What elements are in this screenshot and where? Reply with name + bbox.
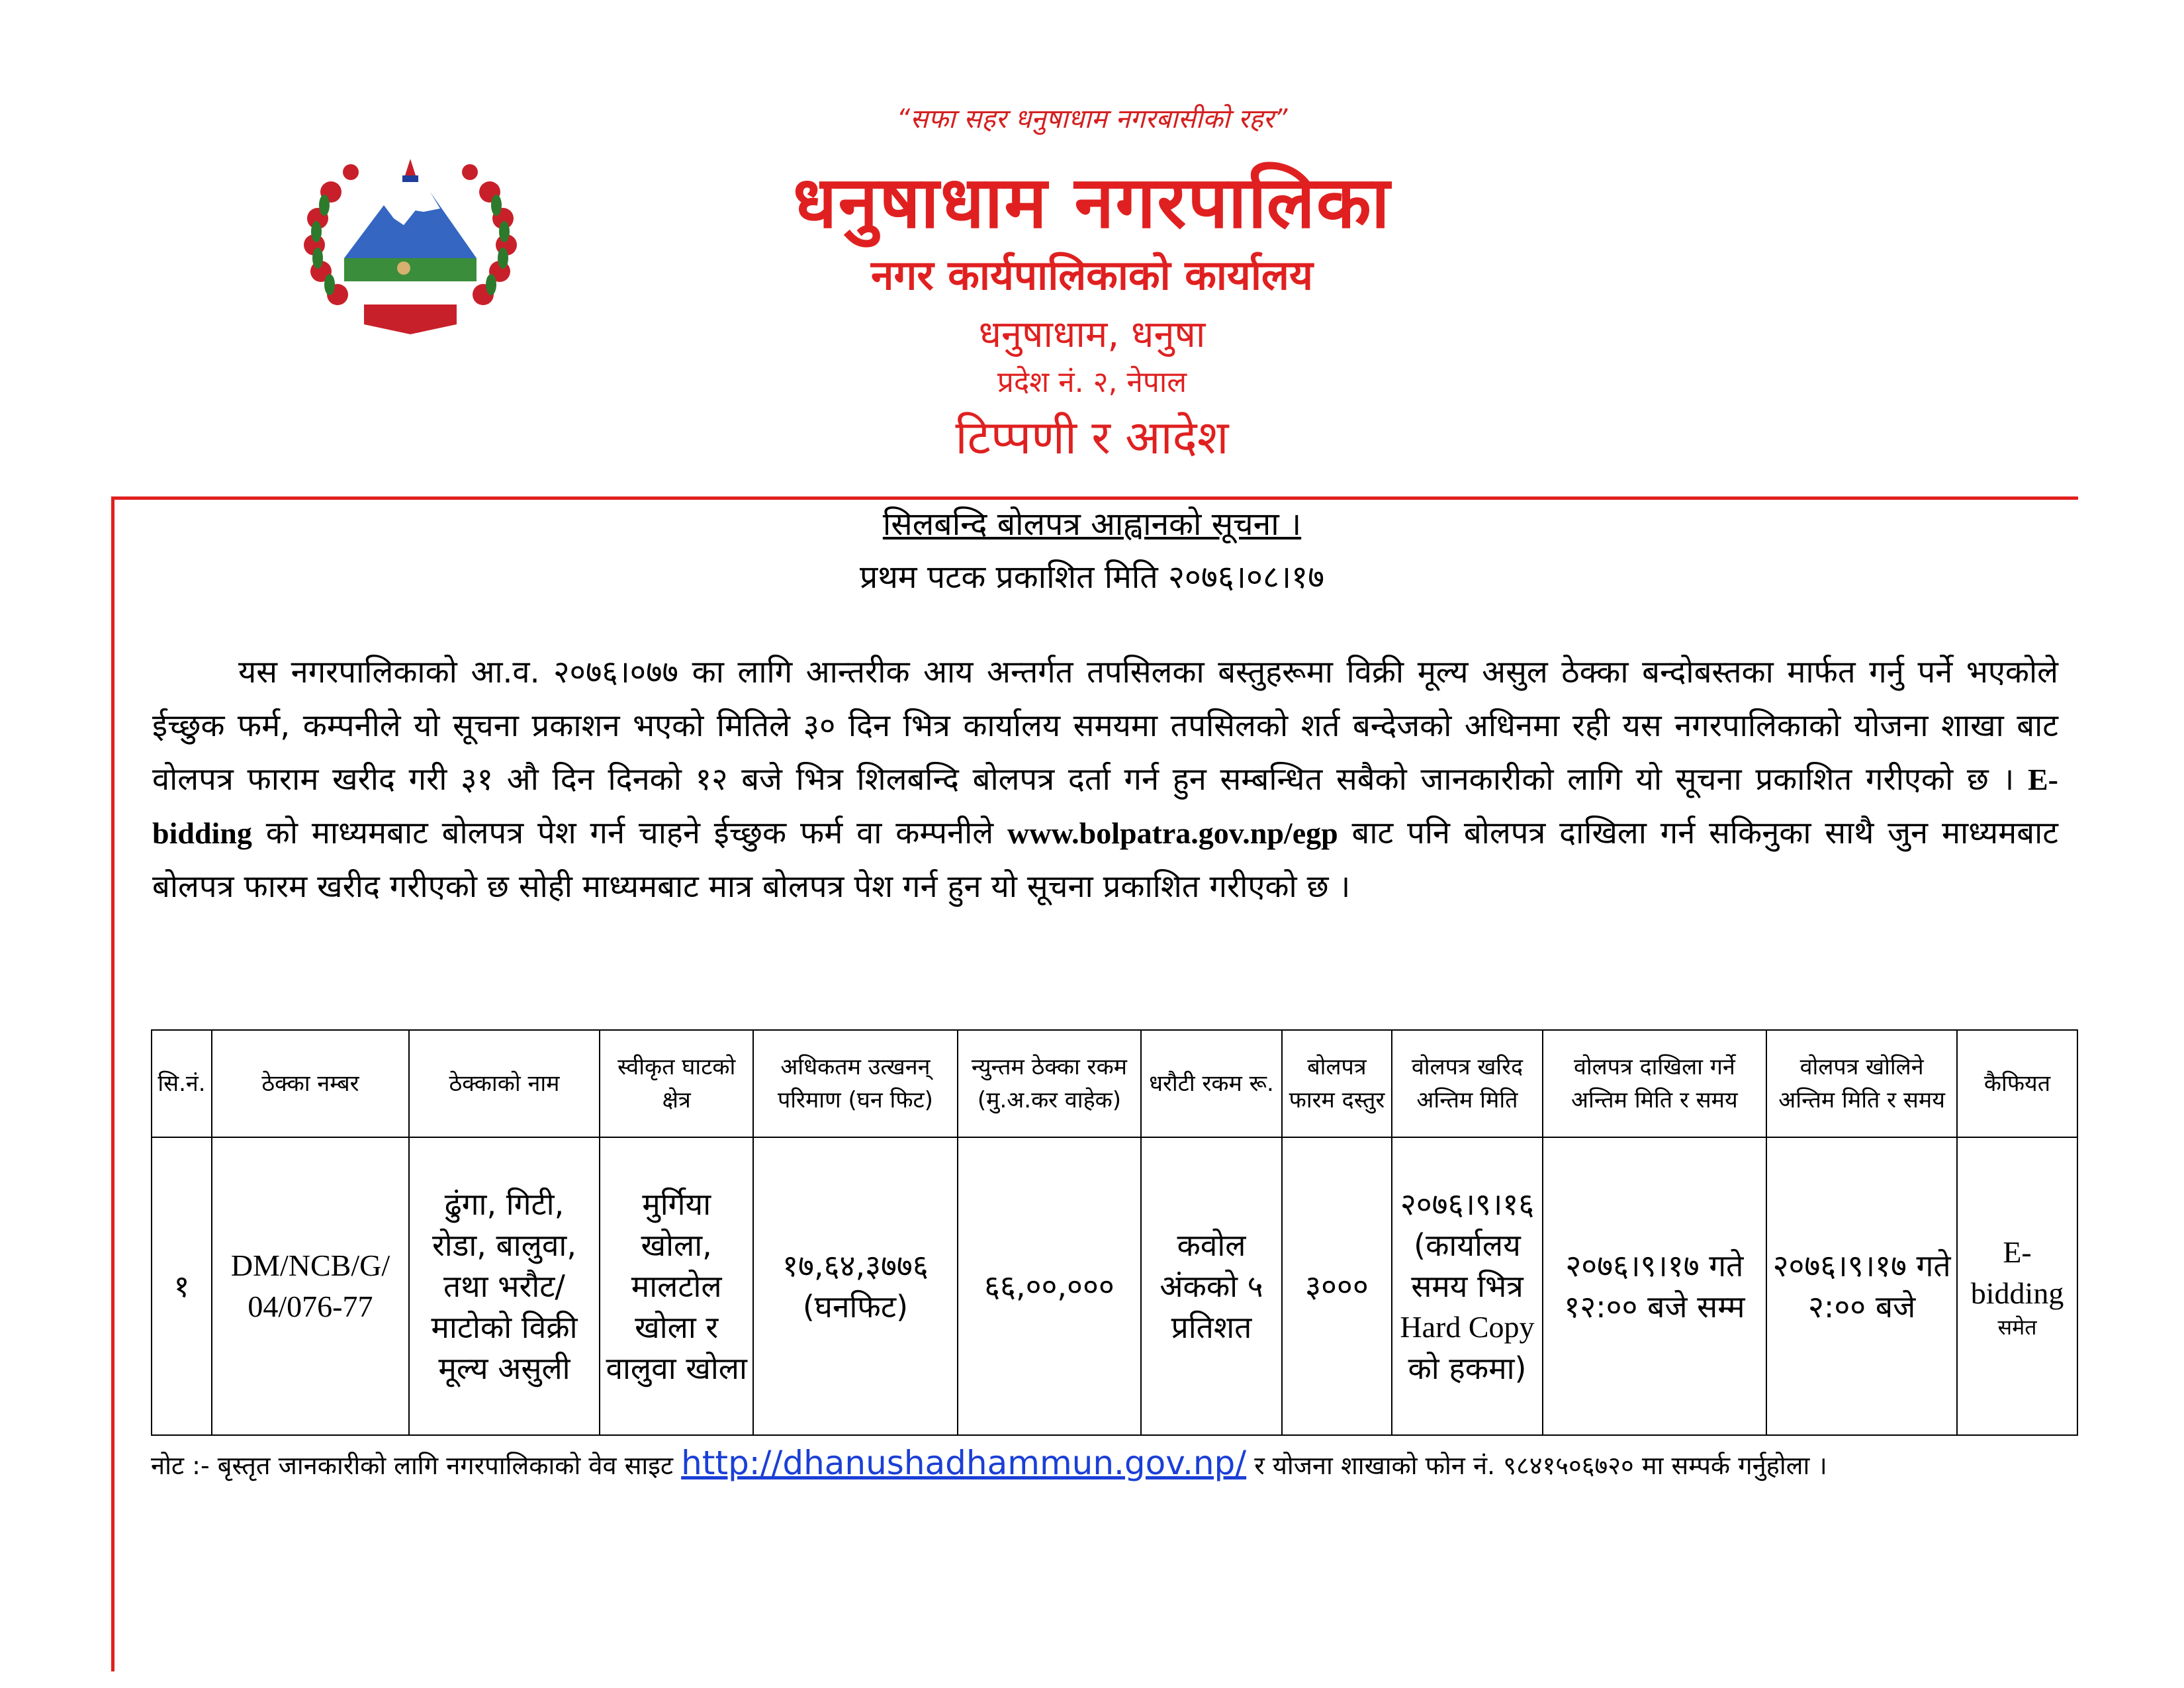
frame-top-border [111, 496, 2078, 500]
document-type-heading: टिप्पणी र आदेश [955, 410, 1229, 465]
remarks-sub: समेत [1997, 1315, 2037, 1340]
header-opening-time: वोलपत्र खोलिने अन्तिम मिति र समय [1766, 1030, 1957, 1137]
cell-remarks [1957, 1137, 2077, 1435]
notice-publish-date: प्रथम पटक प्रकाशित मिति २०७६।०८।१७ [859, 559, 1325, 596]
frame-left-border [111, 496, 114, 1671]
cell-max-quantity: १७,६४,३७७६ (घनफिट) [753, 1137, 957, 1435]
cell-opening-time: २०७६।९।१७ गते २:०० बजे [1766, 1137, 1957, 1435]
address: धनुषाधाम, धनुषा [978, 313, 1206, 356]
office-name: नगर कार्यपालिकाको कार्यालय [871, 251, 1313, 299]
purchase-deadline-hardcopy: Hard Copy [1400, 1310, 1535, 1344]
footer-note [151, 1440, 2070, 1489]
cell-submission-deadline: २०७६।९।१७ गते १२:०० बजे सम्म [1543, 1137, 1766, 1435]
notice-title: सिलबन्दि बोलपत्र आह्वानको सूचना । [882, 506, 1302, 543]
purchase-deadline-note: (कार्यालय समय भित्र [1411, 1227, 1524, 1304]
cell-contract-no: DM/NCB/G/ 04/076-77 [212, 1137, 409, 1435]
header-contract-name: ठेक्काको नाम [409, 1030, 600, 1137]
footer-note-prefix: नोट :- बृस्तृत जानकारीको लागि नगरपालिकाको वेव साइट [151, 1451, 674, 1480]
cell-contract-name: ढुंगा, गिटी, रोडा, बालुवा, तथा भरौट/माटोको विक्री मूल्य असुली [409, 1137, 600, 1435]
ebidding-label: E-bidding [152, 763, 2058, 850]
org-name: धनुषाधाम नगरपालिका [793, 162, 1391, 244]
body-part-2: को माध्यमबाट बोलपत्र पेश गर्न चाहने ईच्छुक फर्म वा कम्पनीले [265, 815, 994, 851]
body-part-1: यस नगरपालिकाको आ.व. २०७६।०७७ का लागि आन्तरीक आय अन्तर्गत तपसिलका बस्तुहरूमा विक्री मूल्य असुल ठेक्का बन्दोबस्तका मार्फत गर्नु पर्ने भएकोले ईच्छुक फर्म, कम्पनीले यो सूचना प्रकाशन भएको मितिले ३० दिन भित्र कार्यालय समयमा तपसिलको शर्त बन्देजको अधिनमा रही यस नगरपालिकाको योजना शाखा बाट वोलपत्र फाराम खरीद गरी ३१ औ दिन दिनको १२ बजे भित्र शिलबन्दि बोलपत्र दर्ता गर्न हुन सम्बन्धित सबैको जानकारीको लागि यो सूचना प्रकाशित गरीएको छ । [152, 654, 2058, 798]
cell-form-fee: ३००० [1282, 1137, 1392, 1435]
table-header-row [152, 1030, 2077, 1137]
portal-url: www.bolpatra.gov.np/egp [1007, 816, 1338, 850]
header-sn: सि.नं. [152, 1030, 212, 1137]
header-form-fee: बोलपत्र फारम दस्तुर [1282, 1030, 1392, 1137]
header-contract-no: ठेक्का नम्बर [212, 1030, 409, 1137]
remarks-main: E-bidding [1970, 1235, 2064, 1310]
website-link[interactable]: http://dhanushadhammun.gov.np/ [681, 1444, 1247, 1482]
header-area: स्वीकृत घाटको क्षेत्र [600, 1030, 753, 1137]
body-part-3: बाट पनि बोलपत्र दाखिला गर्न सकिनुका साथै जुन माध्यमबाट बोलपत्र फारम खरीद गरीएको छ सोही माध्यमबाट मात्र बोलपत्र पेश गर्न हुन यो सूचना प्रकाशित गरीएको छ । [152, 815, 2058, 905]
cell-sn: १ [152, 1137, 212, 1435]
header-max-quantity: अधिकतम उत्खनन् परिमाण (घन फिट) [753, 1030, 957, 1137]
cell-area: मुर्गिया खोला, मालटोल खोला र वालुवा खोला [600, 1137, 753, 1435]
table-row [152, 1137, 2077, 1435]
header-purchase-deadline: वोलपत्र खरिद अन्तिम मिति [1392, 1030, 1542, 1137]
header-submission-deadline: वोलपत्र दाखिला गर्ने अन्तिम मिति र समय [1543, 1030, 1766, 1137]
footer-note-suffix: र योजना शाखाको फोन नं. ९८४१५०६७२० मा सम्पर्क गर्नुहोला । [1254, 1451, 1827, 1480]
notice-body [152, 645, 2058, 914]
header-remarks: कैफियत [1957, 1030, 2077, 1137]
cell-purchase-deadline [1392, 1137, 1542, 1435]
header-min-amount: न्युन्तम ठेक्का रकम (मु.अ.कर वाहेक) [958, 1030, 1142, 1137]
cell-deposit: कवोल अंकको ५ प्रतिशत [1141, 1137, 1281, 1435]
header-deposit: धरौटी रकम रू. [1141, 1030, 1281, 1137]
bid-table [151, 1029, 2078, 1436]
cell-min-amount: ६६,००,००० [958, 1137, 1142, 1435]
purchase-deadline-date: २०७६।९।१६ [1400, 1186, 1535, 1222]
slogan: “सफा सहर धनुषाधाम नगरबासीको रहर” [896, 104, 1288, 134]
purchase-deadline-note-end: को हकमा) [1408, 1350, 1527, 1386]
province: प्रदेश नं. २, नेपाल [997, 365, 1187, 399]
